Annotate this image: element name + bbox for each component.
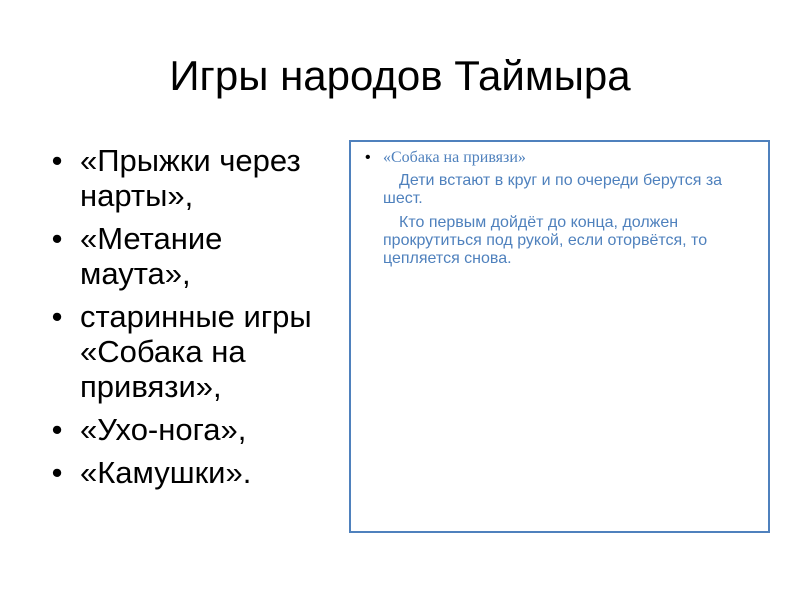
- slide-title: Игры народов Таймыра: [169, 52, 631, 99]
- bullet-icon: •: [51, 455, 63, 490]
- description-box-title: [361, 148, 762, 168]
- description-paragraph: Дети встают в круг и по очереди берутся за шест.: [383, 172, 723, 207]
- description-paragraph: Кто первым дойдёт до конца, должен прокрутиться под рукой, если оторвётся, то цепляется снова.: [383, 214, 708, 267]
- description-box-content: [361, 148, 762, 274]
- list-item: [44, 299, 374, 404]
- bullet-icon: •: [51, 221, 63, 256]
- list-item-text: «Камушки».: [80, 455, 252, 490]
- description-box-title-text: «Собака на привязи»: [383, 149, 526, 166]
- bullet-icon: •: [365, 149, 371, 166]
- list-item: [44, 221, 374, 291]
- list-item: [44, 143, 374, 213]
- list-item-text: «Метание маута»,: [80, 221, 223, 291]
- list-item-text: «Прыжки через нарты»,: [80, 143, 301, 213]
- list-item: [44, 455, 374, 490]
- bullet-icon: •: [51, 412, 63, 447]
- bullet-icon: •: [51, 299, 63, 334]
- list-item-text: «Ухо-нога»,: [80, 412, 247, 447]
- description-box: [349, 140, 770, 533]
- list-item-text: старинные игры «Собака на привязи»,: [80, 299, 312, 404]
- list-item: [44, 412, 374, 447]
- bullet-icon: •: [51, 143, 63, 178]
- bullet-list: [44, 143, 374, 498]
